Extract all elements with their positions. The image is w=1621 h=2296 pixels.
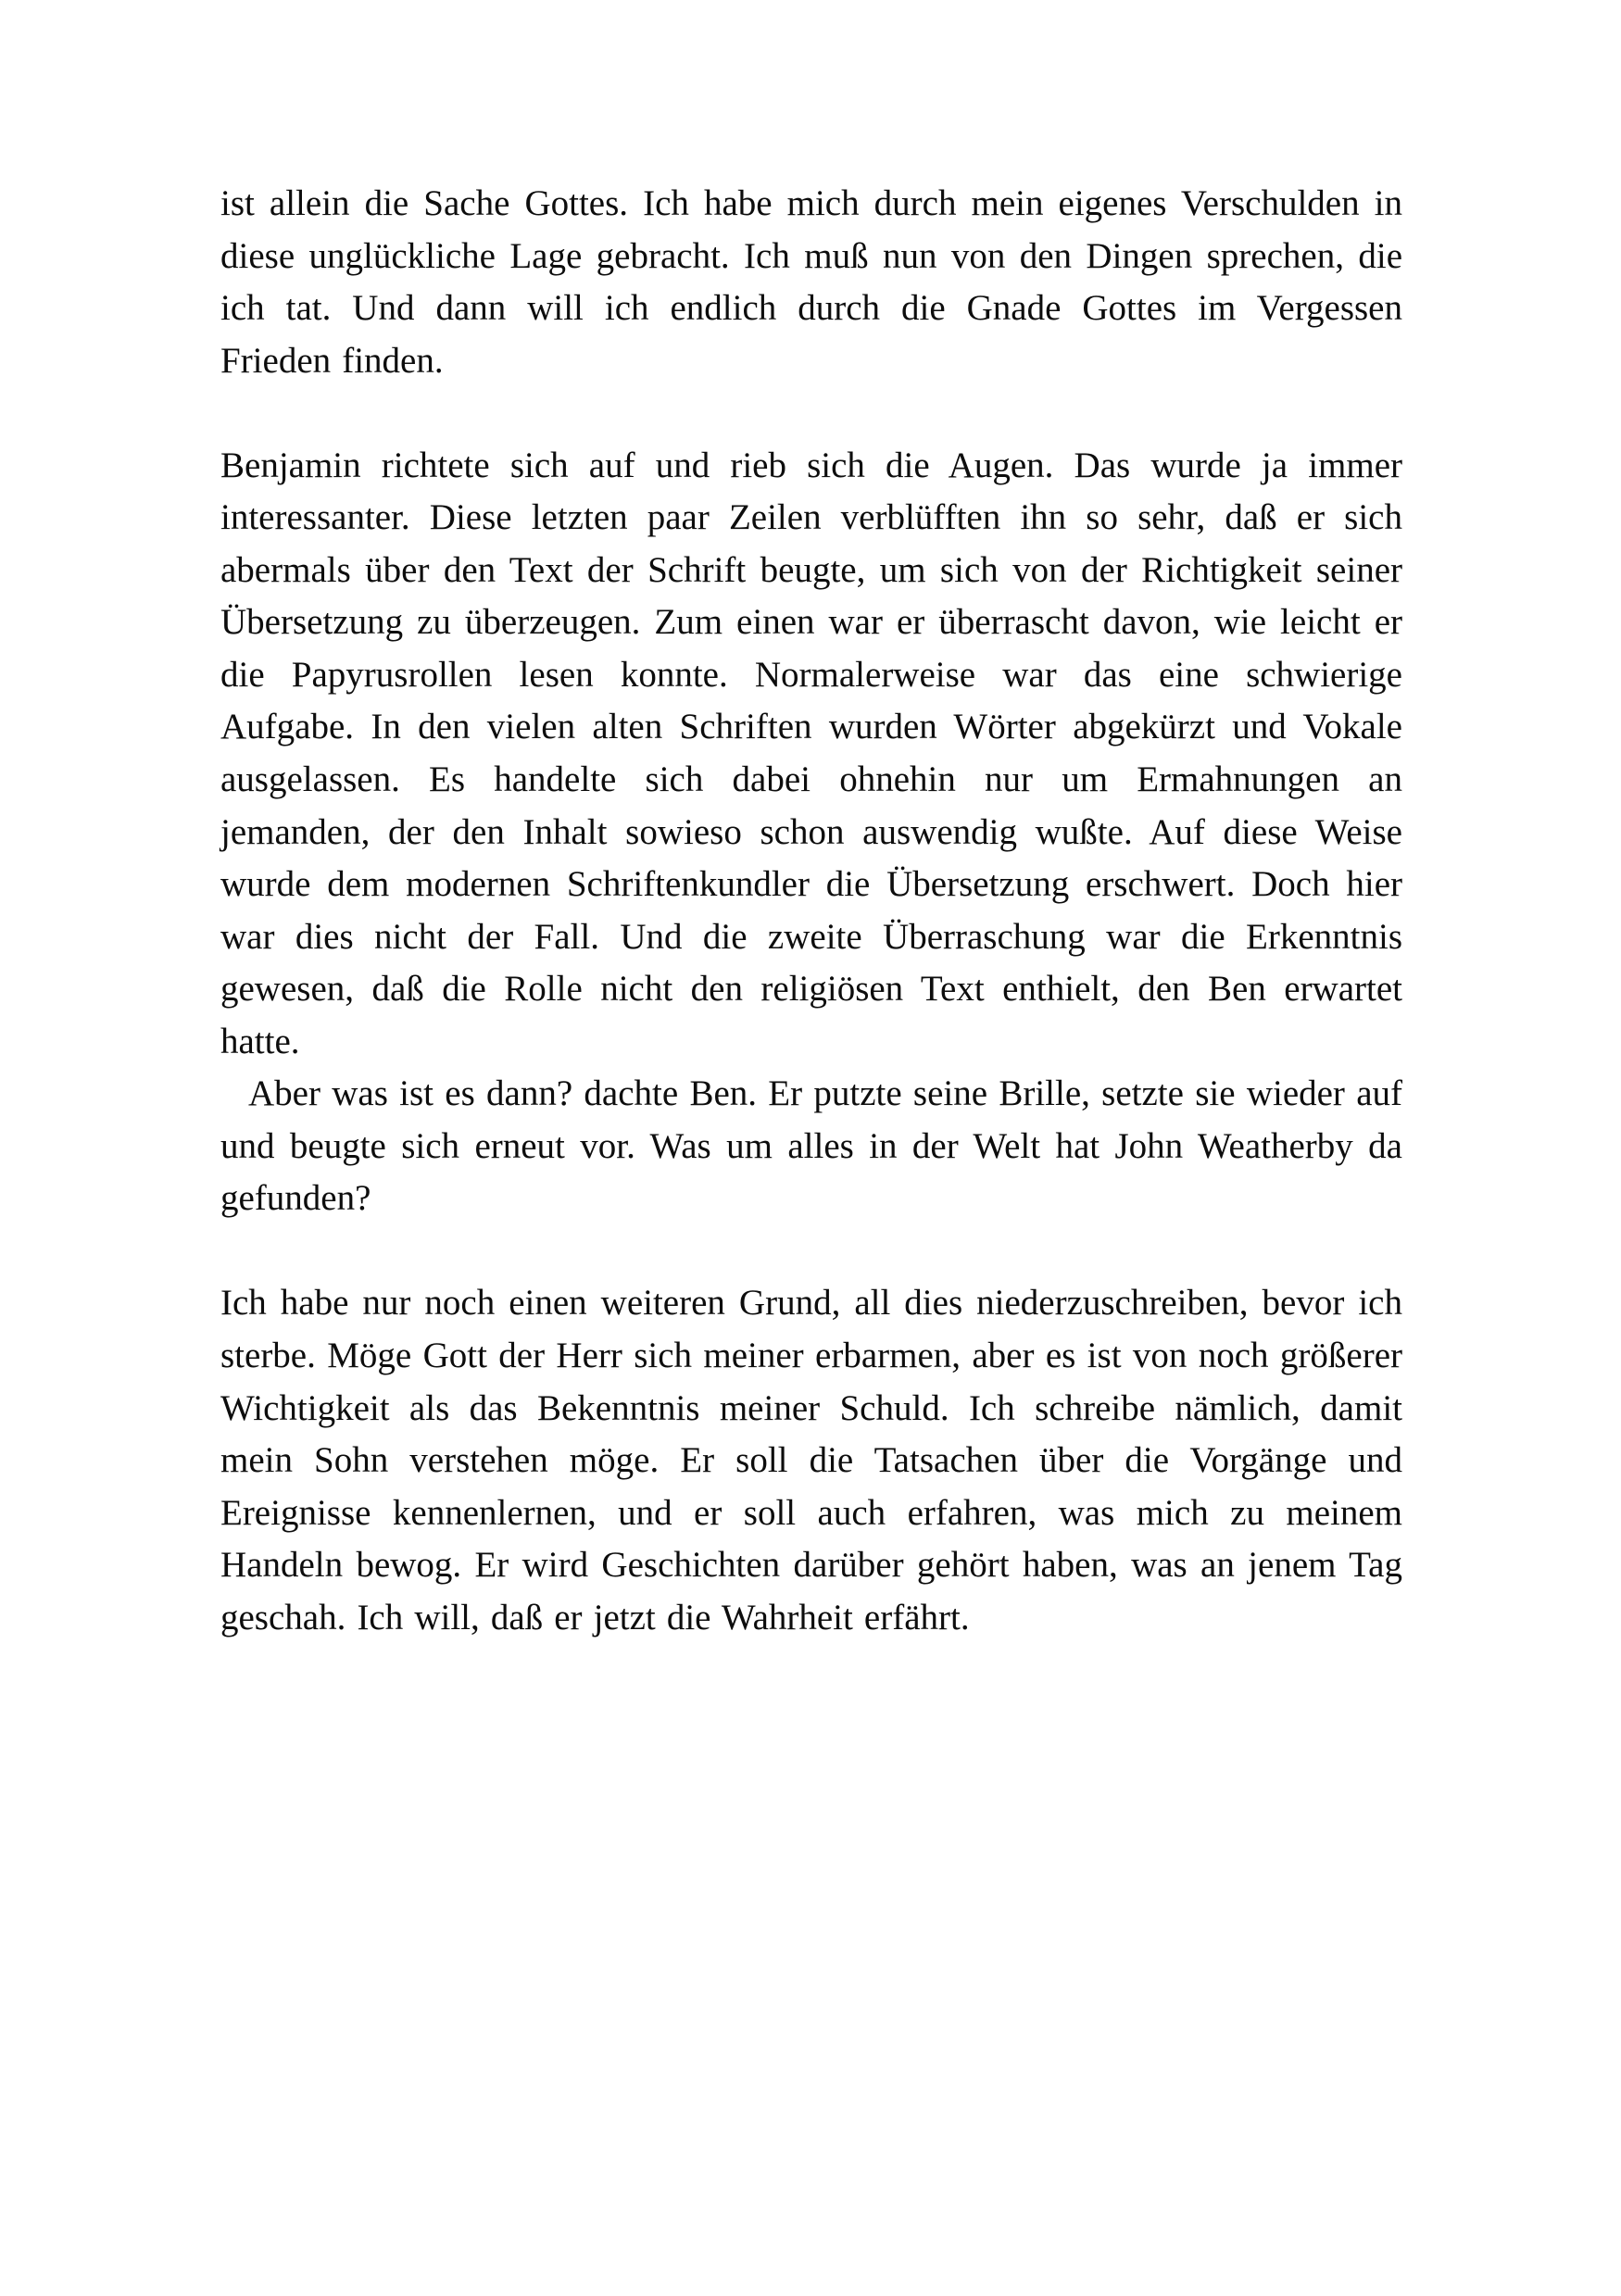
paragraph-confession-intro: ist allein die Sache Gottes. Ich habe mich durch mein eigenes Verschulden in diese unglückliche Lage gebracht. Ich muß nun von den Dingen sprechen, die ich tat. Und dann will ich endlich durch die Gnade Gottes im Vergessen Frieden finden. [220, 183, 1402, 381]
paragraph-benjamin-translation: Benjamin richtete sich auf und rieb sich die Augen. Das wurde ja immer interessanter. Diese letzten paar Zeilen verblüfften ihn so sehr, daß er sich abermals über den Text der Schrift beugte, um sich von der Richtigkeit seiner Übersetzung zu überzeugen. Zum einen war er überrascht davon, wie leicht er die Papyrusrollen lesen konnte. Normalerweise war das eine schwierige Aufgabe. In den vielen alten Schriften wurden Wörter abgekürzt und Vokale ausgelassen. Es handelte sich dabei ohnehin nur um Ermahnungen an jemanden, der den Inhalt sowieso schon auswendig wußte. Auf diese Weise wurde dem modernen Schriftenkundler die Übersetzung erschwert. Doch hier war dies nicht der Fall. Und die zweite Überraschung war die Erkenntnis gewesen, daß die Rolle nicht den religiösen Text enthielt, den Ben erwartet hatte. [220, 445, 1402, 1061]
paragraph-ben-question: Aber was ist es dann? dachte Ben. Er putzte seine Brille, setzte sie wieder auf und beugte sich erneut vor. Was um alles in der Welt hat John Weatherby da gefunden? [220, 1073, 1402, 1219]
paragraph-confession-reason: Ich habe nur noch einen weiteren Grund, all dies niederzuschreiben, bevor ich sterbe. Möge Gott der Herr sich meiner erbarmen, aber es ist von noch größerer Wichtigkeit als das Bekenntnis meiner Schuld. Ich schreibe nämlich, damit mein Sohn verstehen möge. Er soll die Tatsachen über die Vorgänge und Ereignisse kennenlernen, und er soll auch erfahren, was mich zu meinem Handeln bewog. Er wird Geschichten darüber gehört haben, was an jenem Tag geschah. Ich will, daß er jetzt die Wahrheit erfährt. [220, 1283, 1402, 1637]
